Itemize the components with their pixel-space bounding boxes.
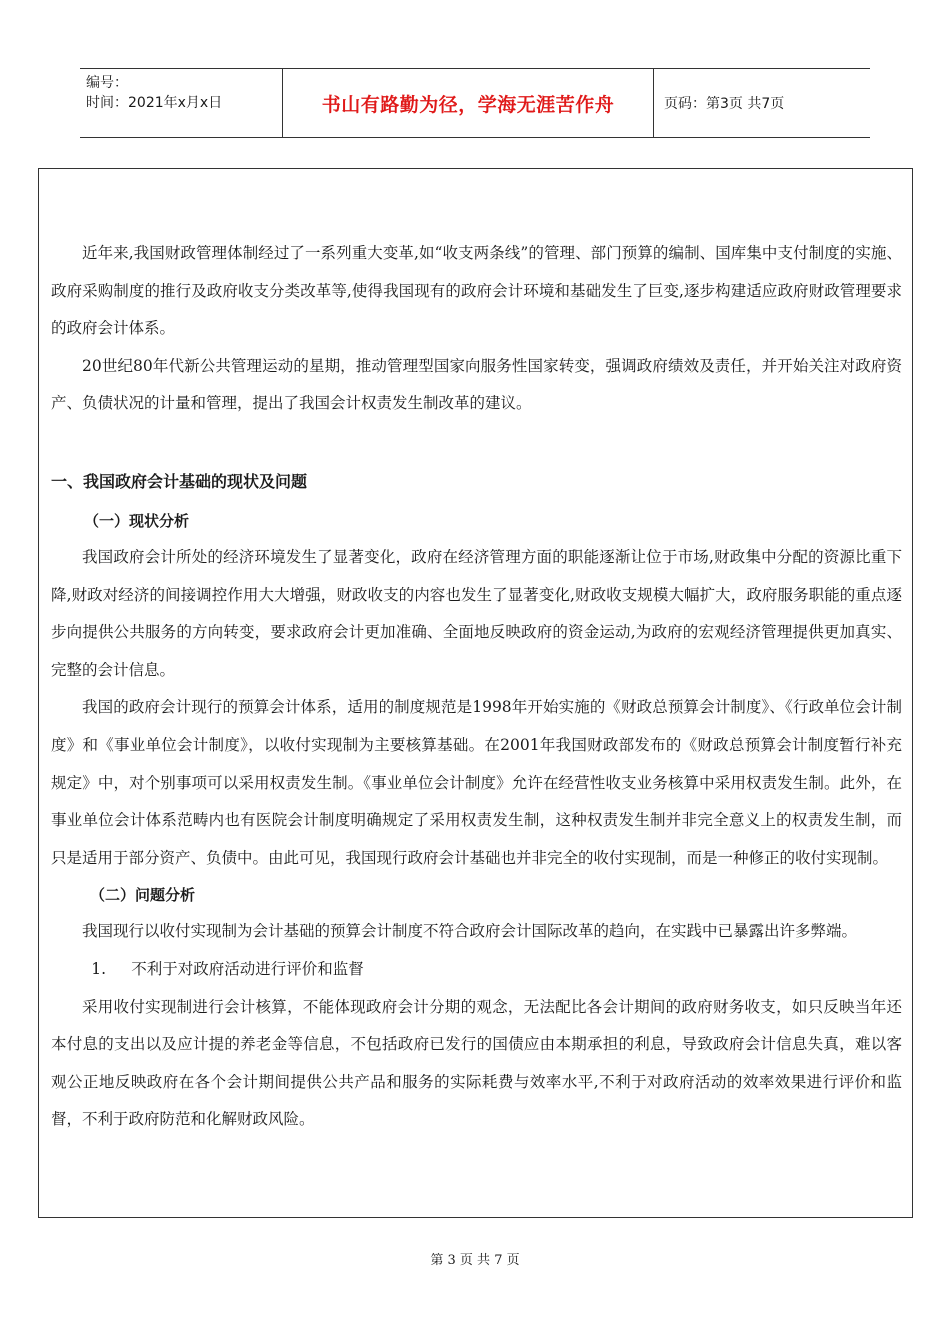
status-paragraph-1: 我国政府会计所处的经济环境发生了显著变化，政府在经济管理方面的职能逐渐让位于市场,财政集中分配的资源比重下降,财政对经济的间接调控作用大大增强，财政收支的内容也发生了显著变化,财政收支规模大幅扩大，政府服务职能的重点逐步向提供公共服务的方向转变，要求政府会计更加准确、全面地反映政府的资金运动,为政府的宏观经济管理提供更加真实、完整的会计信息。 — [51, 547, 902, 679]
intro-paragraph-2: 20世纪80年代新公共管理运动的星期，推动管理型国家向服务性国家转变，强调政府绩效及责任，并开始关注对政府资产、负债状况的计量和管理，提出了我国会计权责发生制改革的建议。 — [51, 356, 902, 413]
page-code: 页码：第3页 共7页 — [664, 96, 785, 112]
status-paragraph-2: 我国的政府会计现行的预算会计体系，适用的制度规范是1998年开始实施的《财政总预算会计制度》、《行政单位会计制度》和《事业单位会计制度》，以收付实现制为主要核算基础。在2001年我国财政部发布的《财政总预算会计制度暂行补充规定》中，对个别事项可以采用权责发生制。《事业单位会计制度》允许在经营性收支业务核算中采用权责发生制。此外，在事业单位会计体系范畴内也有医院会计制度明确规定了采用权责发生制，这种权责发生制并非完全意义上的权责发生制，而只是适用于部分资产、负债中。由此可见，我国现行政府会计基础也并非完全的收付实现制，而是一种修正的收付实现制。 — [51, 698, 902, 867]
motto-text: 书山有路勤为径，学海无涯苦作舟 — [321, 93, 615, 116]
document-header — [80, 68, 870, 138]
time-label: 时间：2021年x月x日 — [86, 95, 223, 111]
content-box — [38, 168, 913, 1218]
spacer — [51, 423, 902, 461]
header-page-cell — [654, 69, 870, 137]
problems-paragraph: 我国现行以收付实现制为会计基础的预算会计制度不符合政府会计国际改革的趋向，在实践中已暴露出许多弊端。 — [82, 922, 858, 941]
item-paragraph: 采用收付实现制进行会计核算，不能体现政府会计分期的观念，无法配比各会计期间的政府财务收支，如只反映当年还本付息的支出以及应计提的养老金等信息，不包括政府已发行的国债应由本期承担的利息，导致政府会计信息失真，难以客观公正地反映政府在各个会计期间提供公共产品和服务的实际耗费与效率水平,不利于对政府活动的效率效果进行评价和监督，不利于政府防范和化解财政风险。 — [51, 997, 902, 1129]
intro-paragraph-1: 近年来,我国财政管理体制经过了一系列重大变革,如“收支两条线”的管理、部门预算的编制、国库集中支付制度的实施、政府采购制度的推行及政府收支分类改革等,使得我国现有的政府会计环境和基础发生了巨变,逐步构建适应政府财政管理要求的政府会计体系。 — [51, 244, 902, 338]
list-item — [51, 951, 902, 989]
list-item-text: 不利于对政府活动进行评价和监督 — [131, 959, 364, 978]
header-meta-cell — [80, 69, 282, 137]
subsection-heading-status: （一）现状分析 — [84, 511, 190, 530]
section-heading: 一、我国政府会计基础的现状及问题 — [51, 471, 308, 491]
header-motto-cell — [282, 69, 654, 137]
subsection-heading-problems: （二）问题分析 — [90, 886, 196, 905]
page-footer: 第 3 页 共 7 页 — [430, 1253, 520, 1268]
serial-label: 编号： — [86, 75, 128, 91]
list-item-number: 1. — [91, 959, 107, 978]
